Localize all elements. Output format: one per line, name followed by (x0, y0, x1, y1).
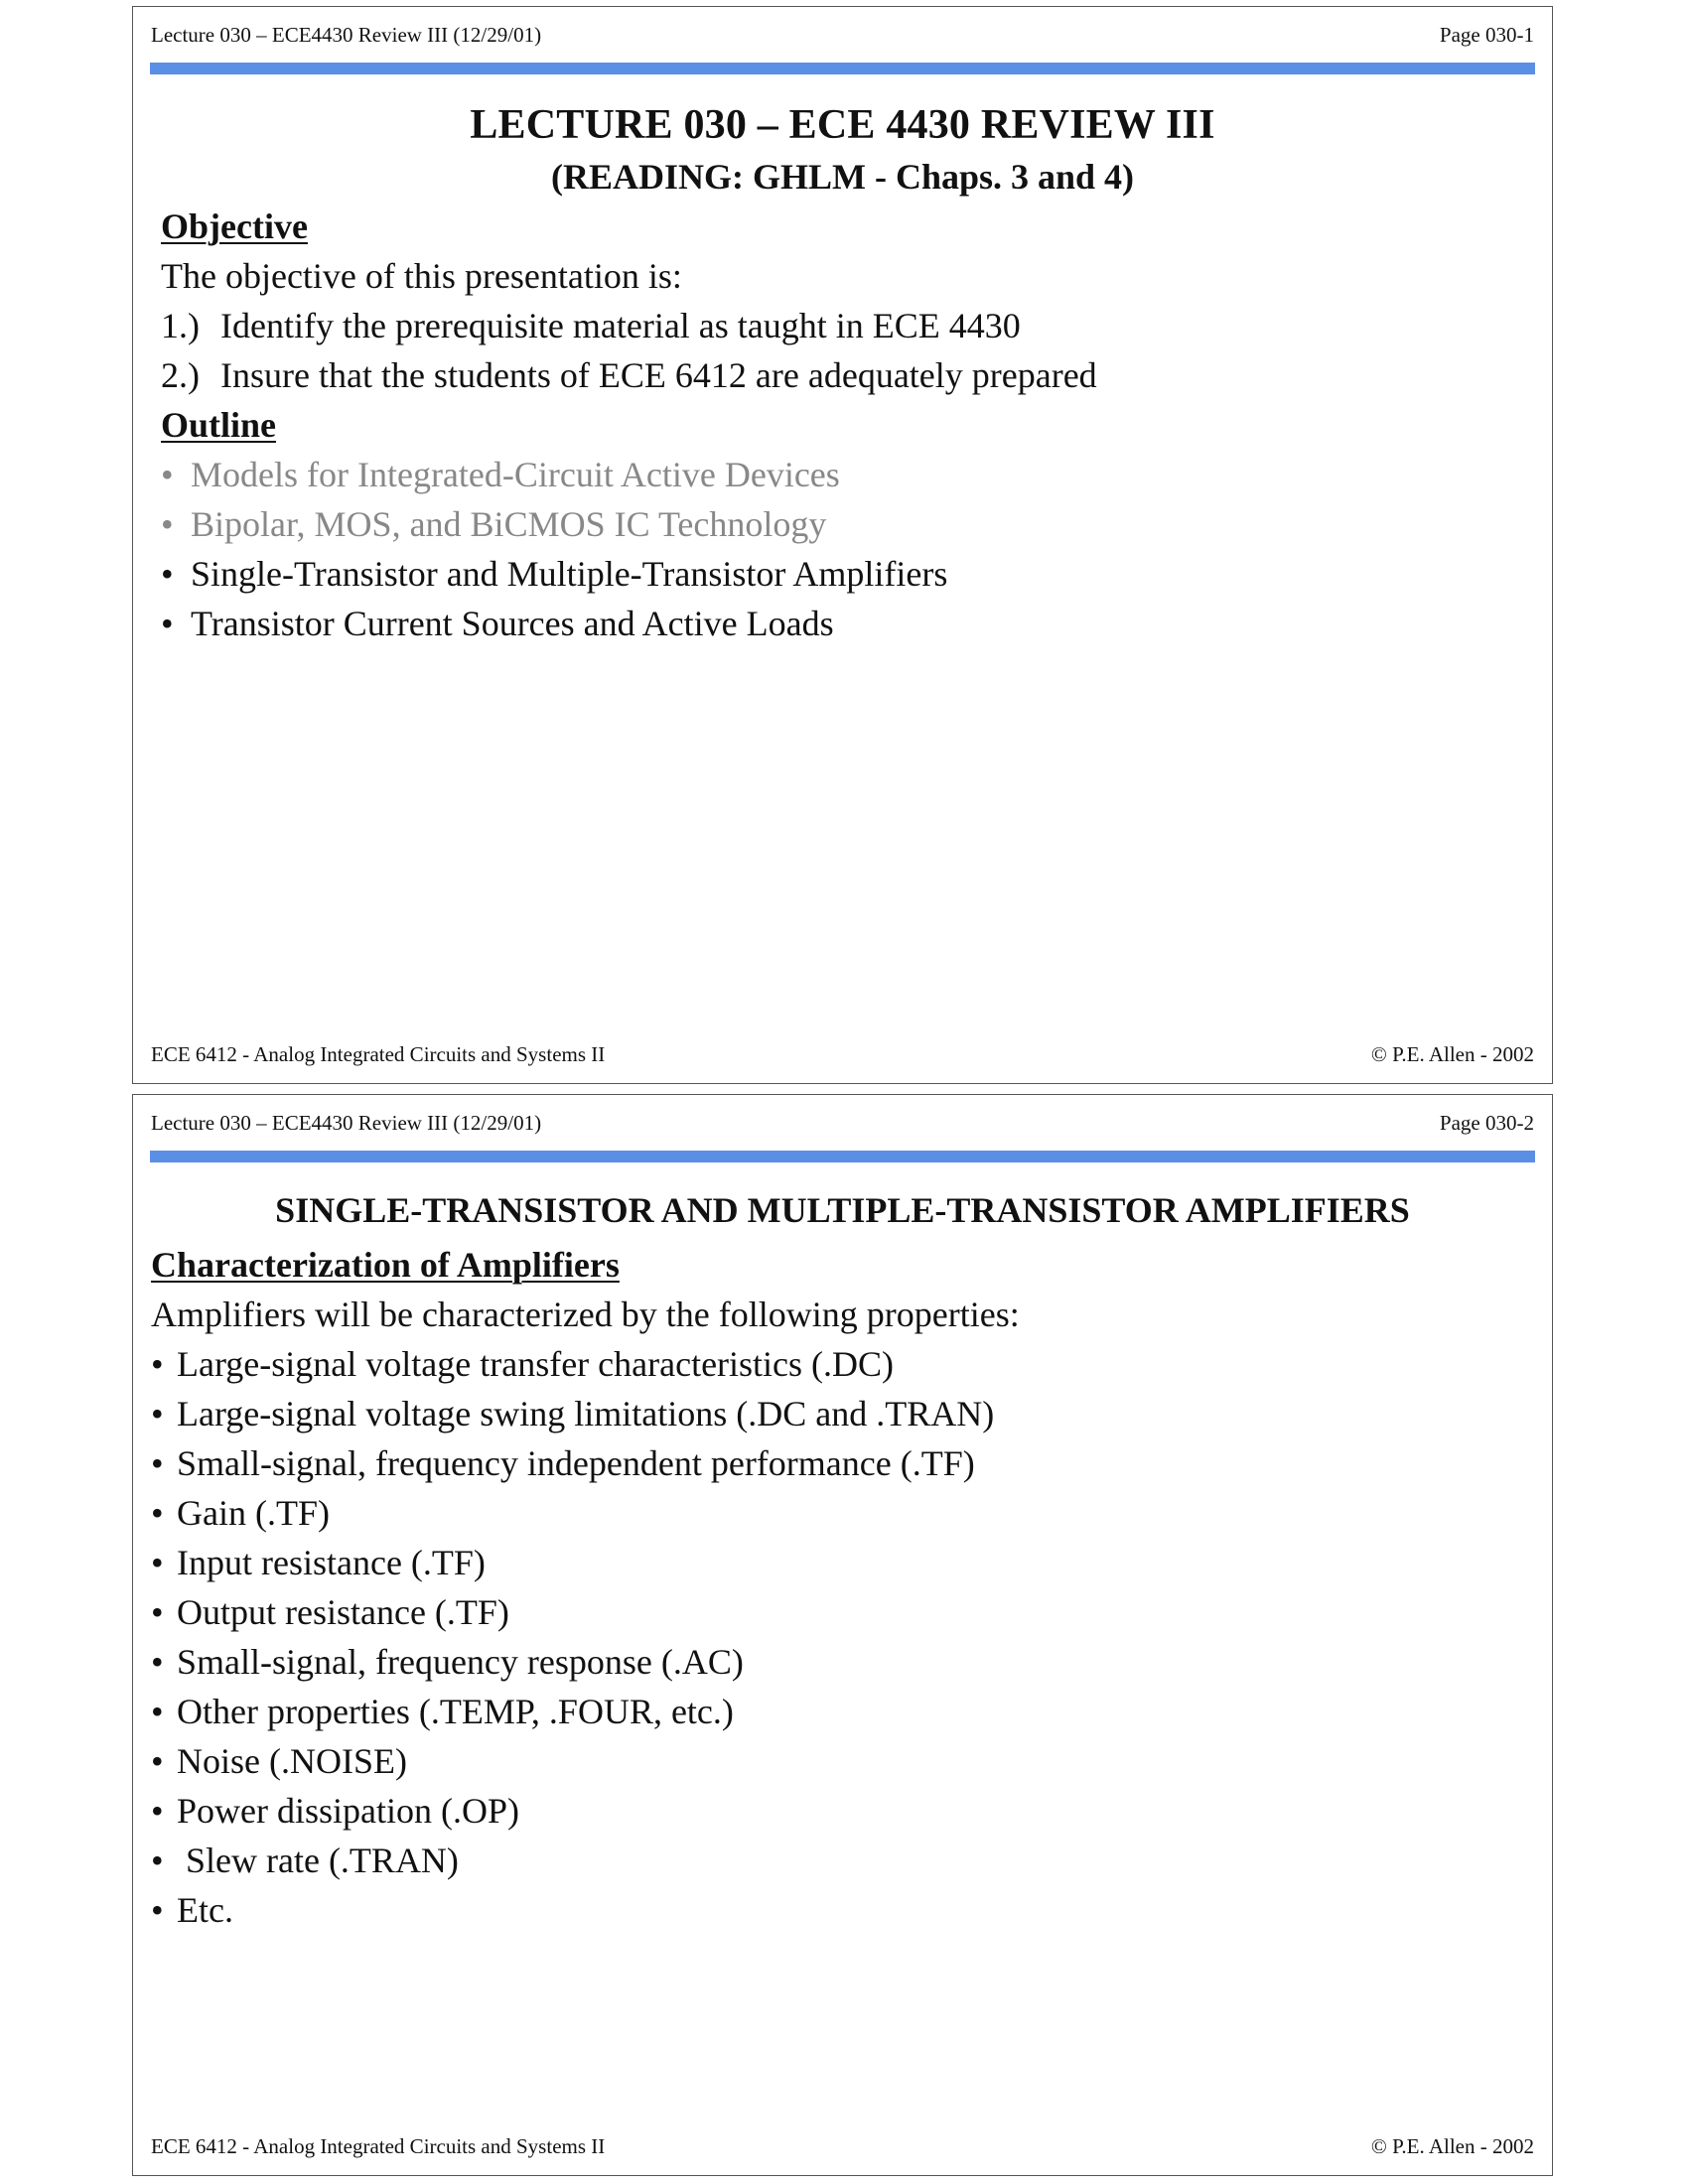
outline-text: Bipolar, MOS, and BiCMOS IC Technology (191, 504, 827, 544)
property-item (151, 1442, 975, 1484)
property-item (151, 1492, 330, 1534)
bullet: • (151, 1692, 164, 1731)
page-number: Page 030-1 (1439, 23, 1534, 47)
property-text: Large-signal voltage swing limitations (.DC and .TRAN) (177, 1394, 995, 1433)
property-text: Noise (.NOISE) (177, 1741, 407, 1781)
header-rule (150, 63, 1535, 74)
course-footer: ECE 6412 - Analog Integrated Circuits and Systems II (151, 2134, 606, 2158)
outline-item (161, 454, 840, 495)
objective-number: 2.) (161, 355, 200, 395)
property-item (151, 1542, 486, 1583)
bullet: • (151, 1543, 164, 1582)
section-intro: Amplifiers will be characterized by the following properties: (151, 1295, 1020, 1334)
copyright-footer: © P.E. Allen - 2002 (1370, 1042, 1534, 1066)
property-item (151, 1641, 744, 1683)
bullet: • (161, 504, 174, 544)
property-item (151, 1889, 233, 1931)
property-text: Output resistance (.TF) (177, 1592, 509, 1632)
property-text: Gain (.TF) (177, 1493, 330, 1533)
bullet: • (151, 1841, 164, 1880)
lecture-header: Lecture 030 – ECE4430 Review III (12/29/01) (151, 23, 542, 47)
bullet: • (151, 1443, 164, 1483)
outline-text: Single-Transistor and Multiple-Transistor Amplifiers (191, 554, 948, 594)
bullet: • (161, 604, 174, 643)
bullet: • (151, 1791, 164, 1831)
property-text: Large-signal voltage transfer characteristics (.DC) (177, 1344, 895, 1384)
outline-item (161, 553, 947, 595)
objective-text: Insure that the students of ECE 6412 are adequately prepared (220, 355, 1097, 395)
property-item (151, 1591, 509, 1633)
property-text: Input resistance (.TF) (177, 1543, 486, 1582)
property-text: Slew rate (.TRAN) (177, 1841, 459, 1880)
bullet: • (161, 554, 174, 594)
outline-text: Transistor Current Sources and Active Loads (191, 604, 834, 643)
property-text: Small-signal, frequency independent performance (.TF) (177, 1443, 975, 1483)
slide-title: SINGLE-TRANSISTOR AND MULTIPLE-TRANSISTOR AMPLIFIERS (275, 1190, 1410, 1230)
objective-item-2 (161, 354, 1097, 396)
objective-heading: Objective (161, 206, 308, 246)
outline-heading: Outline (161, 405, 277, 445)
bullet: • (151, 1394, 164, 1433)
objective-item-1 (161, 305, 1021, 346)
outline-text: Models for Integrated-Circuit Active Devices (191, 455, 840, 494)
property-text: Etc. (177, 1890, 233, 1930)
section-heading: Characterization of Amplifiers (151, 1245, 620, 1285)
slide-030-2 (132, 1094, 1553, 2176)
outline-item (161, 603, 834, 644)
slide-title: LECTURE 030 – ECE 4430 REVIEW III (470, 102, 1215, 148)
bullet: • (151, 1642, 164, 1682)
bullet: • (151, 1890, 164, 1930)
bullet: • (151, 1741, 164, 1781)
property-item (151, 1740, 407, 1782)
property-text: Small-signal, frequency response (.AC) (177, 1642, 744, 1682)
objective-text: Identify the prerequisite material as taught in ECE 4430 (220, 306, 1021, 345)
lecture-header: Lecture 030 – ECE4430 Review III (12/29/01) (151, 1111, 542, 1135)
header-rule (150, 1151, 1535, 1162)
course-footer: ECE 6412 - Analog Integrated Circuits and Systems II (151, 1042, 606, 1066)
slide-030-1 (132, 6, 1553, 1084)
outline-item (161, 503, 826, 545)
bullet: • (151, 1344, 164, 1384)
bullet: • (151, 1493, 164, 1533)
property-item (151, 1343, 894, 1385)
bullet: • (151, 1592, 164, 1632)
copyright-footer: © P.E. Allen - 2002 (1370, 2134, 1534, 2158)
property-item (151, 1790, 519, 1832)
objective-intro: The objective of this presentation is: (161, 256, 682, 296)
bullet: • (161, 455, 174, 494)
property-item (151, 1393, 994, 1434)
property-item (151, 1840, 459, 1881)
page-number: Page 030-2 (1439, 1111, 1534, 1135)
property-text: Other properties (.TEMP, .FOUR, etc.) (177, 1692, 734, 1731)
property-text: Power dissipation (.OP) (177, 1791, 519, 1831)
objective-number: 1.) (161, 306, 200, 345)
property-item (151, 1691, 734, 1732)
slide-subtitle: (READING: GHLM - Chaps. 3 and 4) (550, 157, 1135, 197)
